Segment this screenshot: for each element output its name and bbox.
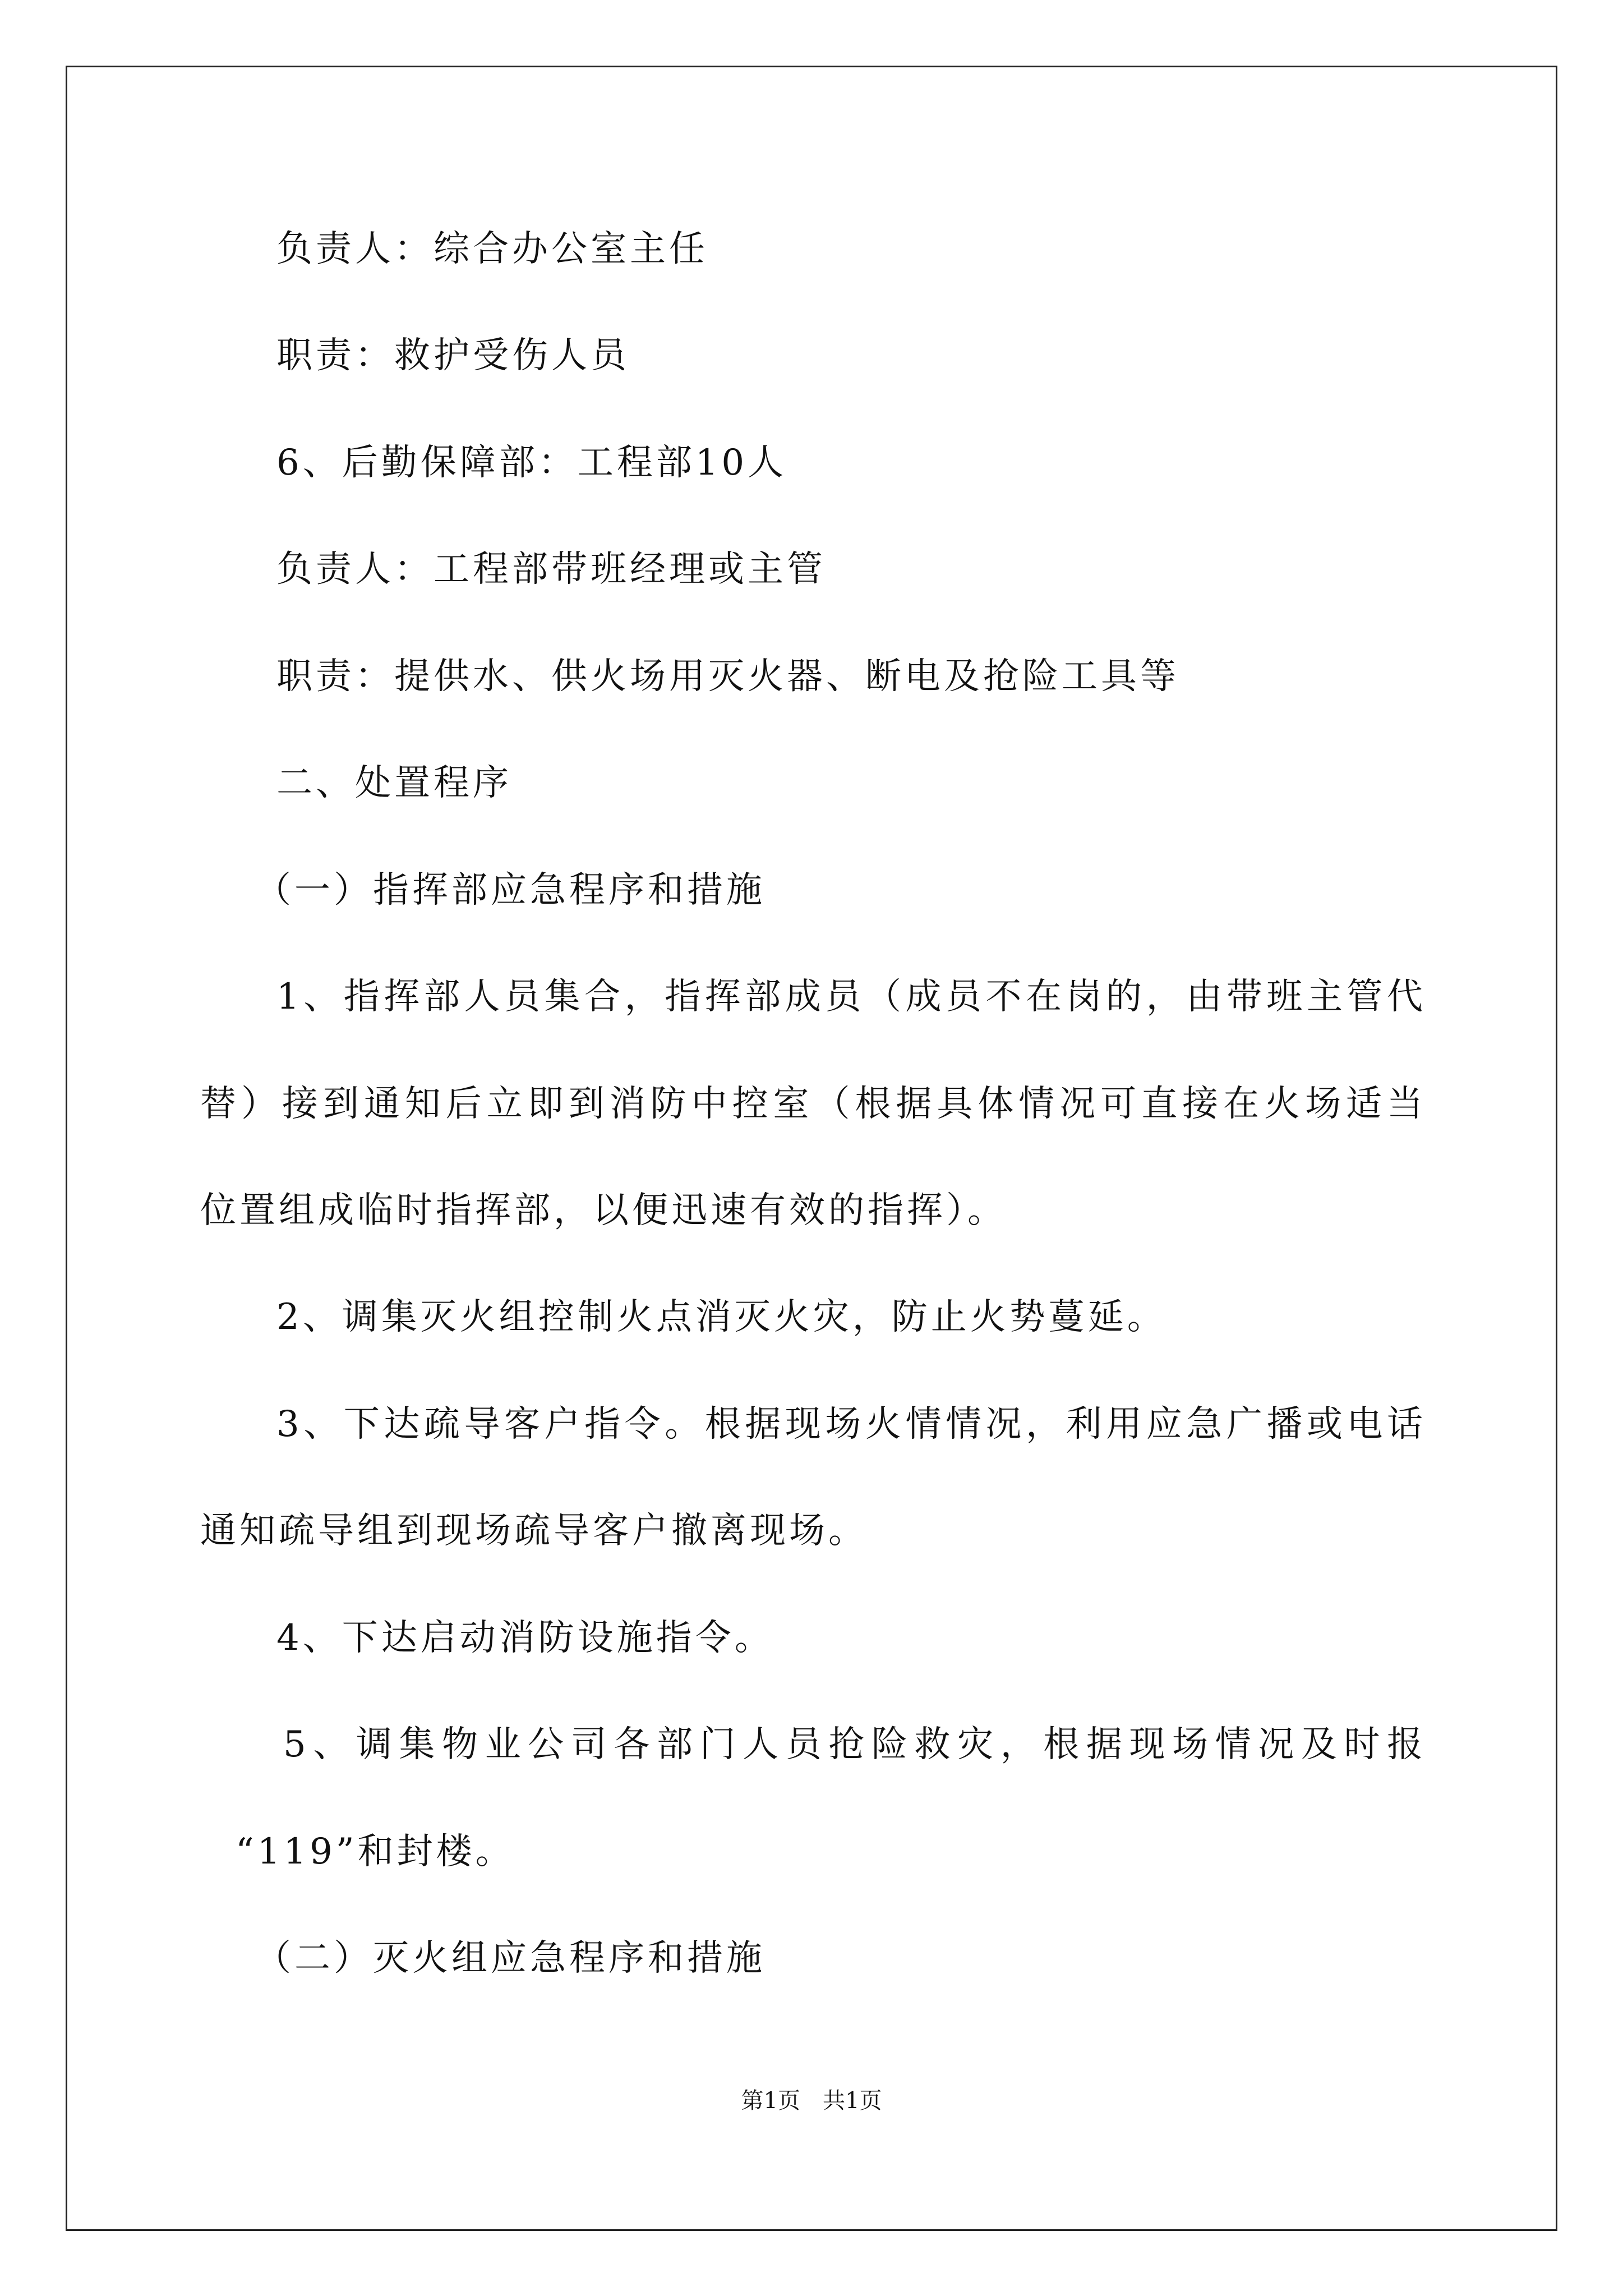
- text-line: 3、下达疏导客户指令。根据现场火情情况，利用应急广播或电话: [276, 1404, 1423, 1445]
- text-line: 4、下达启动消防设施指令。: [276, 1617, 774, 1659]
- section-heading: 二、处置程序: [276, 762, 512, 804]
- text-line: 1、指挥部人员集合，指挥部成员（成员不在岗的，由带班主管代: [276, 976, 1423, 1018]
- text-line: 职责：救护受伤人员: [276, 335, 630, 376]
- text-line: 位置组成临时指挥部，以便迅速有效的指挥）。: [200, 1190, 1007, 1231]
- subsection-heading: （一）指挥部应急程序和措施: [255, 869, 766, 911]
- subsection-heading: （二）灭火组应急程序和措施: [255, 1938, 766, 1979]
- page-border: [66, 66, 1557, 2231]
- text-line: 5、调集物业公司各部门人员抢险救灾，根据现场情况及时报: [283, 1724, 1423, 1765]
- text-line: 负责人：综合办公室主任: [276, 228, 708, 270]
- text-line: 替）接到通知后立即到消防中控室（根据具体情况可直接在火场适当: [200, 1083, 1423, 1125]
- text-line: 2、调集灭火组控制火点消灭火灾，防止火势蔓延。: [276, 1296, 1166, 1338]
- text-line: 负责人：工程部带班经理或主管: [276, 549, 826, 590]
- text-line: 职责：提供水、供火场用灭火器、断电及抢险工具等: [276, 656, 1179, 697]
- text-line: 通知疏导组到现场疏导客户撤离现场。: [200, 1510, 868, 1552]
- text-line: “119”和封楼。: [236, 1831, 515, 1872]
- page-footer: 第1页 共1页: [741, 2088, 882, 2114]
- text-line: 6、后勤保障部：工程部10人: [276, 442, 787, 484]
